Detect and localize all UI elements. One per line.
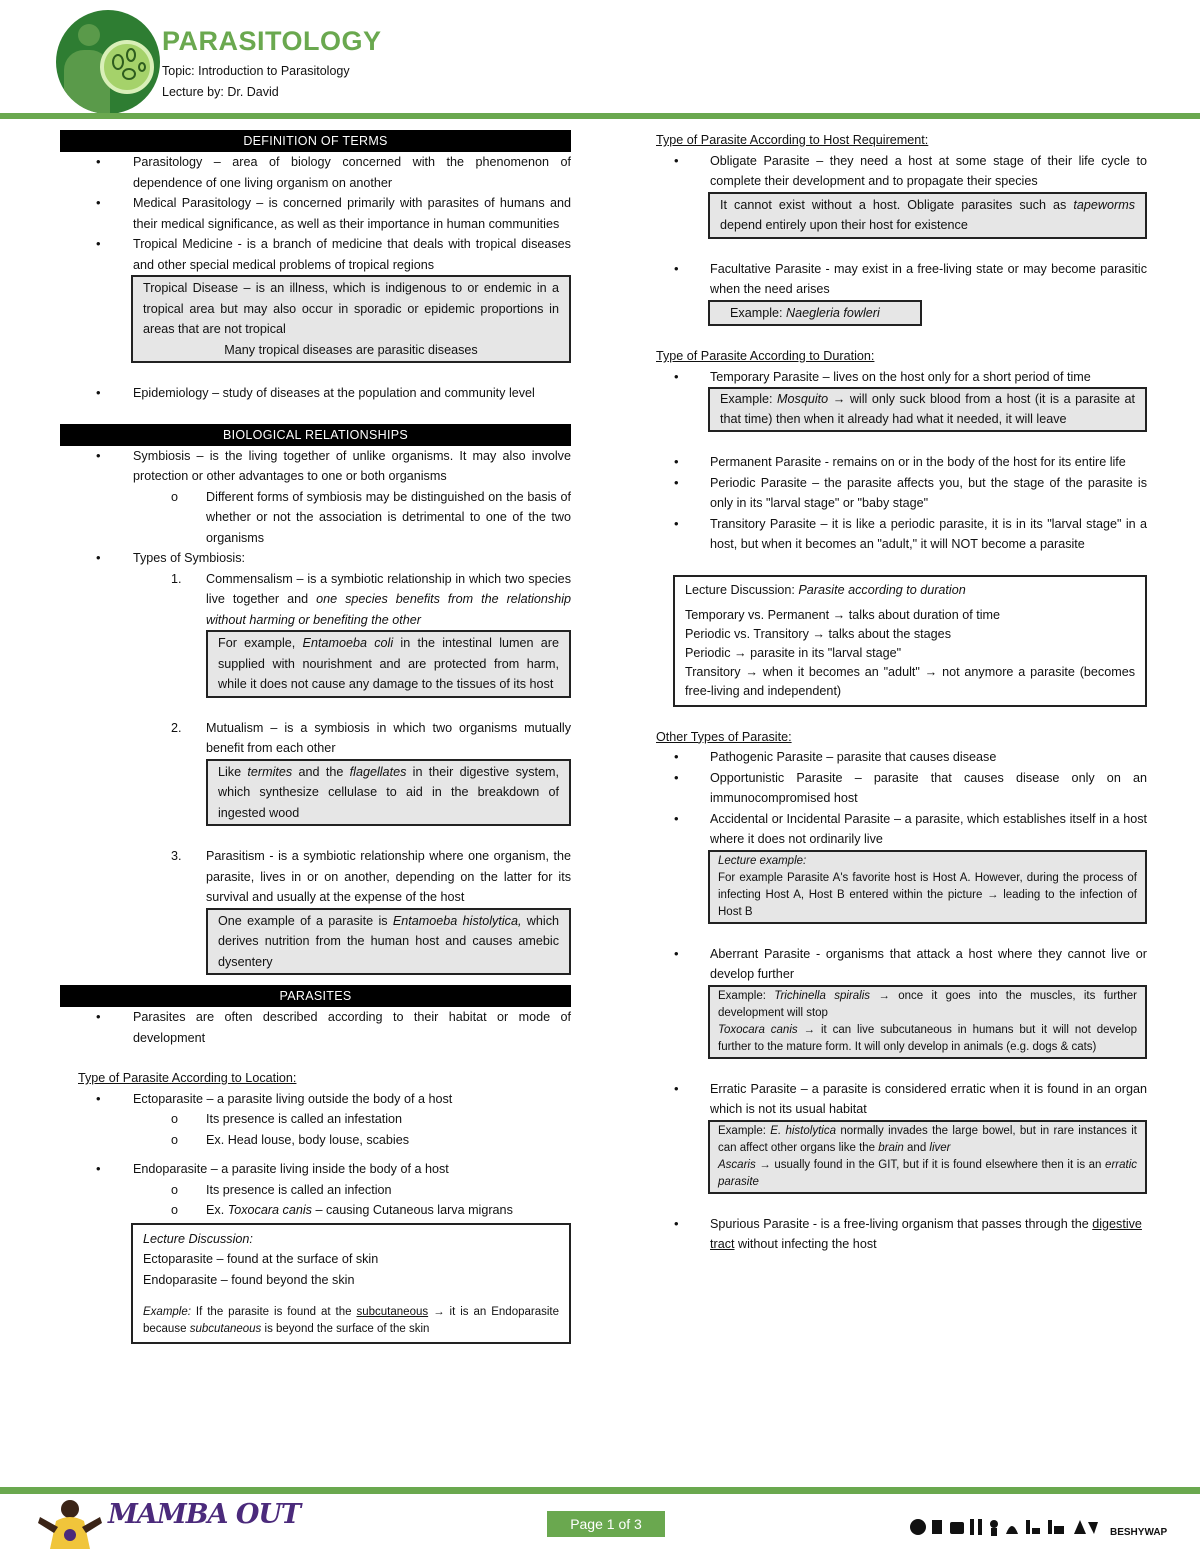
list-item: • Parasites are often described according to their habitat or mode of development xyxy=(60,1007,571,1048)
commensalism-example-box: For example, Entamoeba coli in the intestinal lumen are supplied with nourishment and are protected from harm, while it does not cause any damage to the tissues of its host xyxy=(206,630,571,698)
list-item: • Aberrant Parasite - organisms that attack a host where they cannot live or develop further xyxy=(656,944,1147,985)
list-item: • Spurious Parasite - is a free-living organism that passes through the digestive tract without infecting the host xyxy=(656,1214,1147,1255)
list-item: • Types of Symbiosis: xyxy=(60,548,571,569)
list-item: • Temporary Parasite – lives on the host only for a short period of time xyxy=(656,367,1147,388)
list-item: • Facultative Parasite - may exist in a free-living state or may become parasitic when the need arises xyxy=(656,259,1147,300)
list-item: • Erratic Parasite – a parasite is considered erratic when it is found in an organ which is not its usual habitat xyxy=(656,1079,1147,1120)
topic-line: Topic: Introduction to Parasitology xyxy=(162,64,350,78)
list-item: • Permanent Parasite - remains on or in the body of the host for its entire life xyxy=(656,452,1147,473)
page-indicator: Page 1 of 3 xyxy=(547,1511,665,1537)
subheading: Type of Parasite According to Location: xyxy=(78,1071,297,1085)
left-column xyxy=(60,130,571,1344)
contributor-icons xyxy=(908,1516,1104,1544)
list-item: • Medical Parasitology – is concerned primarily with parasites of humans and their medical significance, as well as their importance in human communities xyxy=(60,193,571,234)
sub-list-item: o Its presence is called an infestation xyxy=(60,1109,571,1130)
list-item: • Pathogenic Parasite – parasite that causes disease xyxy=(656,747,1147,768)
sub-list-item: o Ex. Toxocara canis – causing Cutaneous larva migrans xyxy=(60,1200,571,1221)
list-item: • Obligate Parasite – they need a host at some stage of their life cycle to complete their development and to propagate their species xyxy=(656,151,1147,192)
subheading: Type of Parasite According to Host Requirement: xyxy=(656,133,929,147)
erratic-example-box: Example: E. histolytica normally invades the large bowel, but in rare instances it can affect other organs like the brain and liver Ascaris → usually found in the GIT, but if it is found elsewhere then it is an erratic parasite xyxy=(708,1120,1147,1194)
temporary-example-box: Example: Mosquito → will only suck blood from a host (it is a parasite at that time) then when it already had what it needed, it will leave xyxy=(708,387,1147,432)
sub-list-item: o Its presence is called an infection xyxy=(60,1180,571,1201)
list-item: • Ectoparasite – a parasite living outside the body of a host xyxy=(60,1089,571,1110)
lecturer-line: Lecture by: Dr. David xyxy=(162,85,279,99)
tropical-disease-box: Tropical Disease – is an illness, which is indigenous to or endemic in a tropical area but may also occur in sporadic or epidemic proportions in areas that are not tropical Many tropical diseases are parasitic diseases xyxy=(131,275,571,363)
contributor-logos-icon xyxy=(908,1516,1104,1538)
subheading: Type of Parasite According to Duration: xyxy=(656,349,875,363)
page-title: PARASITOLOGY xyxy=(162,26,382,56)
facultative-example-box: Example: Naegleria fowleri xyxy=(708,300,922,327)
obligate-box: It cannot exist without a host. Obligate parasites such as tapeworms depend entirely upon their host for existence xyxy=(708,192,1147,239)
list-item: • Transitory Parasite – it is like a periodic parasite, it is in its "larval stage" in a host, but when it becomes an "adult," it will NOT become a parasite xyxy=(656,514,1147,555)
sub-list-item: o Different forms of symbiosis may be distinguished on the basis of whether or not the association is detrimental to one of the two organisms xyxy=(60,487,571,549)
list-item: • Endoparasite – a parasite living inside the body of a host xyxy=(60,1159,571,1180)
section-heading: PARASITES xyxy=(60,985,571,1007)
header-divider xyxy=(0,113,1200,119)
list-item: • Accidental or Incidental Parasite – a parasite, which establishes itself in a host where it does not ordinarily live xyxy=(656,809,1147,850)
list-item: • Epidemiology – study of diseases at the population and community level xyxy=(60,383,571,404)
subheading: Other Types of Parasite: xyxy=(656,729,792,744)
numbered-item: 2. Mutualism – is a symbiosis in which two organisms mutually benefit from each other xyxy=(171,720,571,755)
numbered-item: 1. Commensalism – is a symbiotic relationship in which two species live together and one species benefits from the relationship without harming or benefiting the other xyxy=(171,571,571,627)
parasitology-logo xyxy=(56,10,160,114)
mascot-logo xyxy=(36,1497,104,1549)
mutualism-example-box: Like termites and the flagellates in their digestive system, which synthesize cellulase to aid in the breakdown of ingested wood xyxy=(206,759,571,827)
aberrant-example-box: Example: Trichinella spiralis → once it goes into the muscles, its further development will stop Toxocara canis → it can live subcutaneous in humans but it will not develop further to the mature form. It will only develop in animals (e.g. dogs & cats) xyxy=(708,985,1147,1059)
right-column xyxy=(656,130,1147,1255)
lecture-discussion-box: Lecture Discussion: Ectoparasite – found at the surface of skin Endoparasite – found beyond the skin Example: If the parasite is found at the subcutaneous → it is an Endoparasite because subcutaneous is beyond the surface of the skin xyxy=(131,1223,571,1345)
numbered-item: 3. Parasitism - is a symbiotic relationship where one organism, the parasite, lives in or on another, depending on the latter for its survival and usually at the expense of the host xyxy=(171,849,571,904)
contributor-name: BESHYWAP xyxy=(1110,1527,1168,1538)
accidental-example-box: Lecture example: For example Parasite A's favorite host is Host A. However, during the process of infecting Host A, Host B entered within the picture → leading to the infection of Host B xyxy=(708,850,1147,924)
list-item: • Opportunistic Parasite – parasite that causes disease only on an immunocompromised host xyxy=(656,768,1147,809)
duration-lecture-box: Lecture Discussion: Parasite according to duration Temporary vs. Permanent → talks about duration of time Periodic vs. Transitory → talks about the stages Periodic → parasite in its "larval stage" Transitory → when it becomes an "adult" → not anymore a parasite (becomes free-living and independent) xyxy=(673,575,1147,707)
list-item: • Parasitology – area of biology concerned with the phenomenon of dependence of one living organism on another xyxy=(60,152,571,193)
footer-divider xyxy=(0,1487,1200,1494)
parasitism-example-box: One example of a parasite is Entamoeba histolytica, which derives nutrition from the human host and causes amebic dysentery xyxy=(206,908,571,976)
section-heading: DEFINITION OF TERMS xyxy=(60,130,571,152)
list-item: • Periodic Parasite – the parasite affects you, but the stage of the parasite is only in its "larval stage" or "baby stage" xyxy=(656,473,1147,514)
section-heading: BIOLOGICAL RELATIONSHIPS xyxy=(60,424,571,446)
list-item: • Symbiosis – is the living together of unlike organisms. It may also involve protection or other advantages to one or both organisms xyxy=(60,446,571,487)
sub-list-item: o Ex. Head louse, body louse, scabies xyxy=(60,1130,571,1151)
brand-logo: MAMBA OUT xyxy=(108,1499,301,1530)
list-item: • Tropical Medicine - is a branch of medicine that deals with tropical diseases and other special medical problems of tropical regions xyxy=(60,234,571,275)
